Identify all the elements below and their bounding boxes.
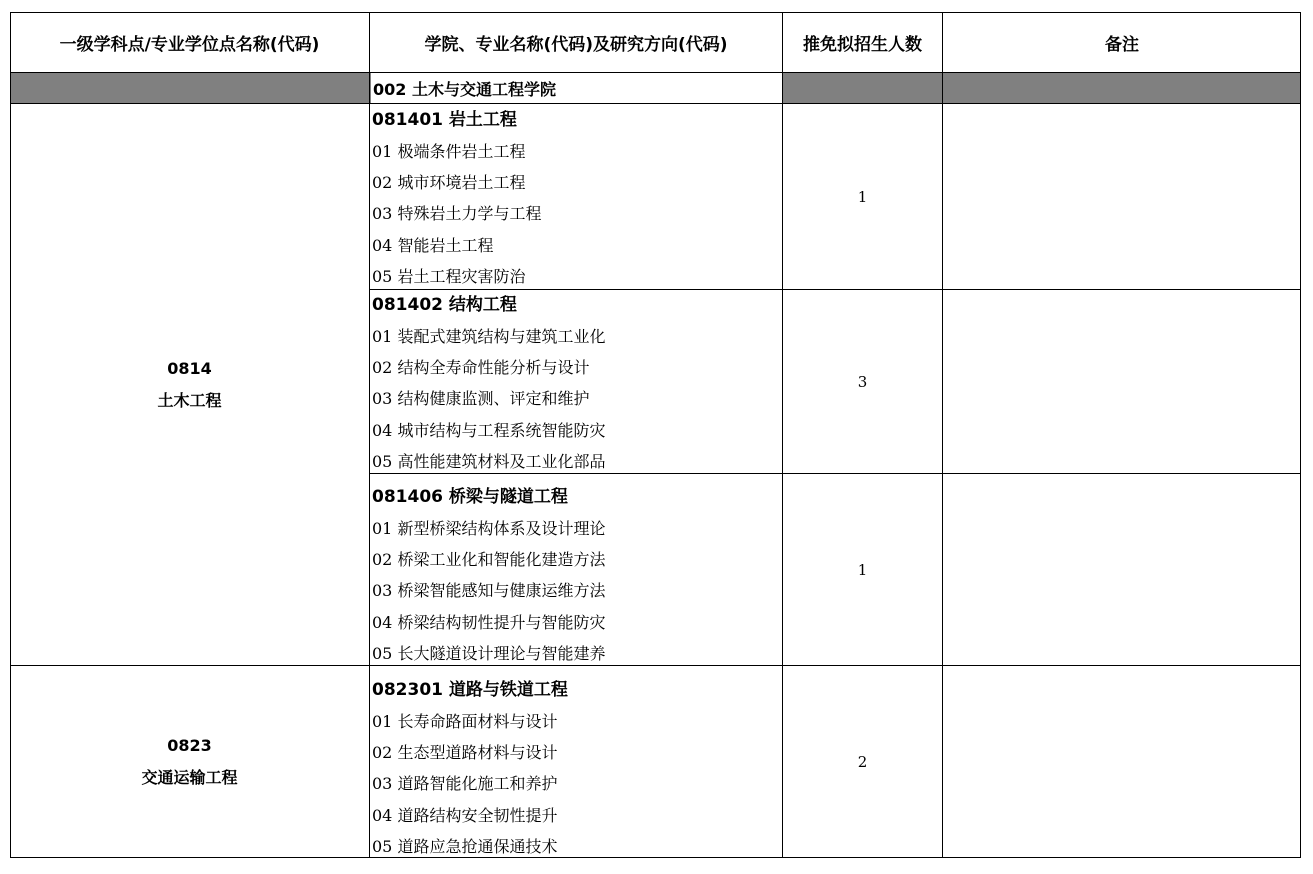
admission-table <box>10 12 1301 858</box>
direction-item: 03 桥梁智能感知与健康运维方法 <box>372 581 606 601</box>
grid-line <box>782 12 783 858</box>
header-major: 学院、专业名称(代码)及研究方向(代码) <box>424 34 728 55</box>
quota-cell: 3 <box>857 372 868 391</box>
grid-line <box>369 289 1301 290</box>
major-title: 081402 结构工程 <box>372 295 517 315</box>
grid-line <box>10 857 1301 858</box>
major-title: 082301 道路与铁道工程 <box>372 680 568 700</box>
subject-name: 交通运输工程 <box>141 768 238 787</box>
direction-item: 05 岩土工程灾害防治 <box>372 266 526 286</box>
direction-item: 04 智能岩土工程 <box>372 235 494 255</box>
major-block-081406 <box>371 482 781 669</box>
grid-line <box>942 12 943 858</box>
header-subject: 一级学科点/专业学位点名称(代码) <box>59 34 320 55</box>
quota-cell: 1 <box>857 560 868 579</box>
header-remark: 备注 <box>1105 34 1139 55</box>
grid-line <box>10 12 1301 13</box>
remark-cell <box>943 666 1301 858</box>
remark-cell <box>943 290 1301 473</box>
major-block-082301 <box>371 675 781 862</box>
grid-line <box>10 12 11 858</box>
direction-item: 04 桥梁结构韧性提升与智能防灾 <box>372 612 606 632</box>
direction-item: 01 装配式建筑结构与建筑工业化 <box>372 327 606 346</box>
major-block-081401 <box>371 105 781 292</box>
grid-line <box>10 665 1301 666</box>
grid-line <box>1300 12 1301 858</box>
major-title: 081401 岩土工程 <box>372 110 517 130</box>
direction-item: 03 道路智能化施工和养护 <box>372 774 558 794</box>
grid-line <box>369 12 370 858</box>
major-title: 081406 桥梁与隧道工程 <box>372 487 568 507</box>
grid-line <box>10 72 1301 73</box>
direction-item: 05 高性能建筑材料及工业化部品 <box>372 451 606 471</box>
grid-line <box>10 103 1301 104</box>
subject-cell-0814 <box>10 104 369 665</box>
quota-cell: 1 <box>857 187 868 206</box>
college-label: 002 土木与交通工程学院 <box>373 79 556 99</box>
grid-line <box>369 473 1301 474</box>
quota-cell: 2 <box>857 753 868 771</box>
remark-cell <box>943 104 1301 289</box>
direction-item: 04 城市结构与工程系统智能防灾 <box>372 420 606 440</box>
direction-item: 02 城市环境岩土工程 <box>372 173 526 193</box>
direction-item: 04 道路结构安全韧性提升 <box>372 805 558 825</box>
direction-item: 02 桥梁工业化和智能化建造方法 <box>372 550 606 570</box>
direction-item: 03 结构健康监测、评定和维护 <box>372 389 590 409</box>
direction-item: 05 长大隧道设计理论与智能建养 <box>372 643 606 663</box>
major-block-081402 <box>371 290 781 477</box>
direction-item: 01 长寿命路面材料与设计 <box>372 712 558 731</box>
direction-item: 03 特殊岩土力学与工程 <box>372 204 542 224</box>
direction-item: 02 结构全寿命性能分析与设计 <box>372 358 590 378</box>
direction-item: 01 极端条件岩土工程 <box>372 142 526 161</box>
direction-item: 05 道路应急抢通保通技术 <box>372 836 558 856</box>
remark-cell <box>943 474 1301 665</box>
direction-item: 01 新型桥梁结构体系及设计理论 <box>372 519 606 538</box>
header-quota: 推免拟招生人数 <box>803 34 922 55</box>
subject-cell-0823 <box>10 666 369 858</box>
subject-code: 0823 <box>167 736 212 755</box>
direction-item: 02 生态型道路材料与设计 <box>372 743 558 763</box>
subject-name: 土木工程 <box>157 390 222 410</box>
subject-code: 0814 <box>167 358 212 378</box>
